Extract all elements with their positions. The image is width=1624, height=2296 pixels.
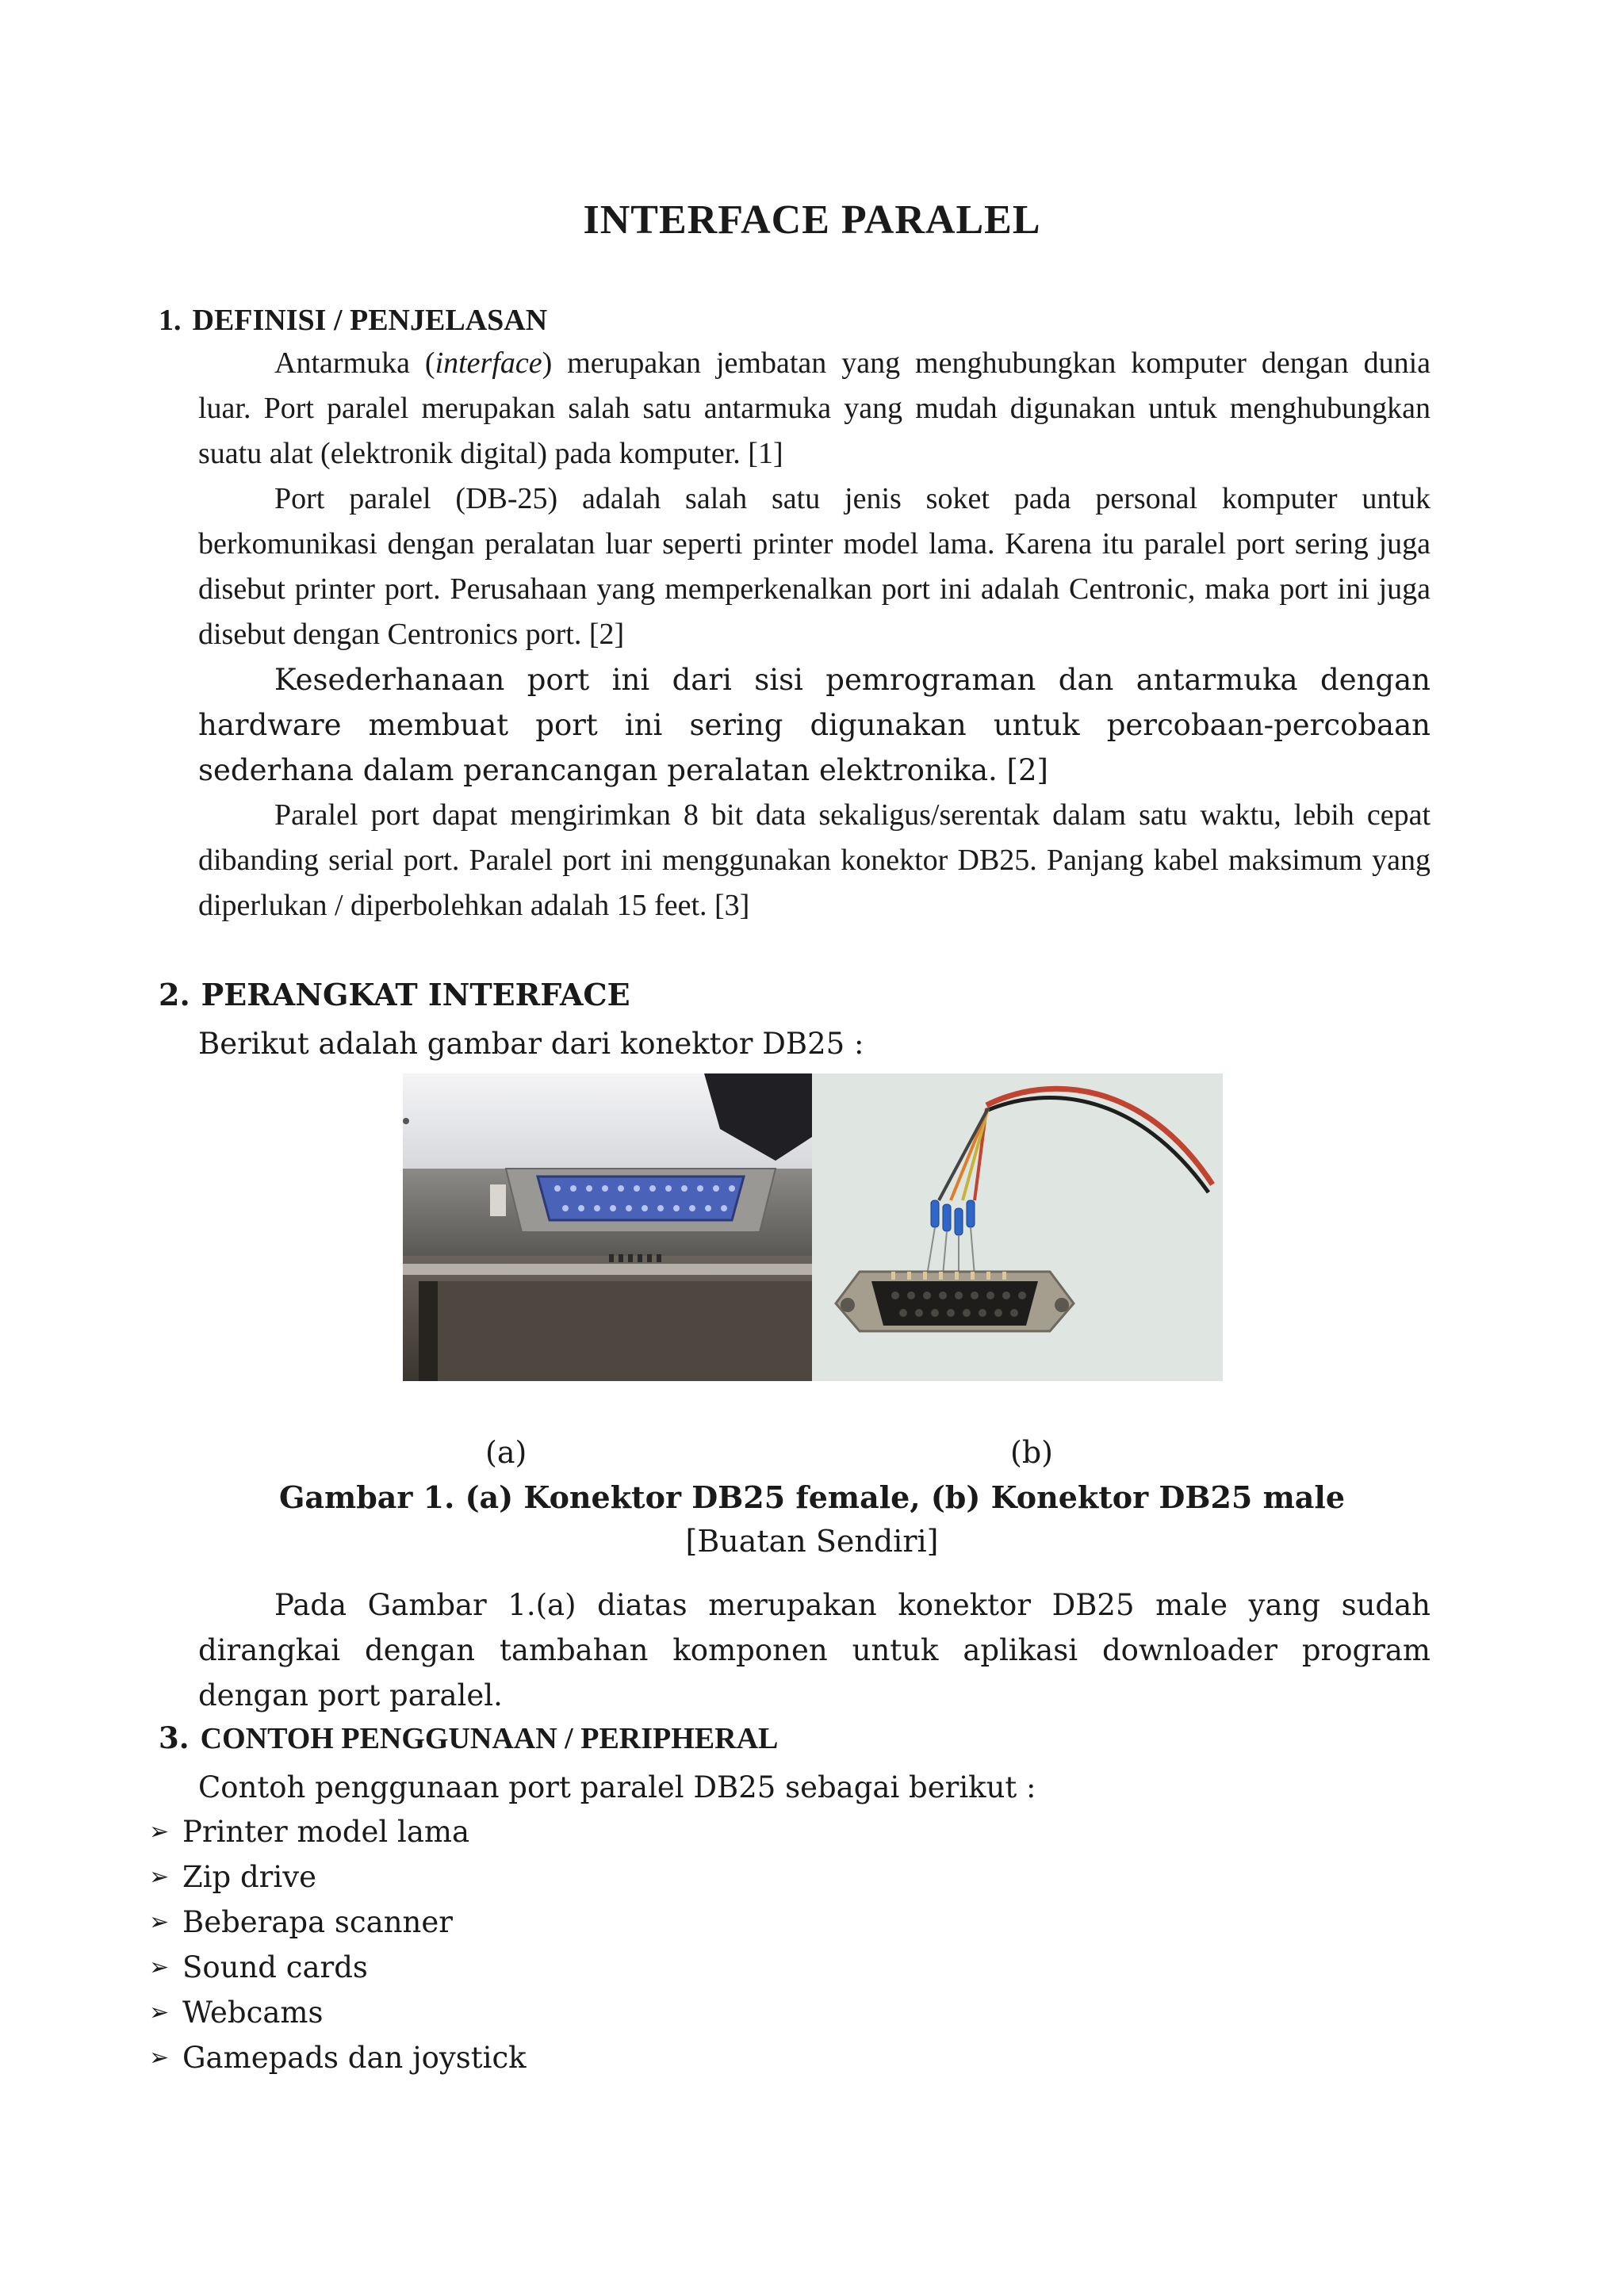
arrowhead-bullet-icon: ➢: [149, 1818, 170, 1846]
list-item-text: Beberapa scanner: [182, 1905, 453, 1939]
section-1-title: DEFINISI / PENJELASAN: [192, 304, 548, 337]
section-2-title: PERANGKAT INTERFACE: [201, 977, 630, 1012]
section-2-number: 2.: [159, 977, 190, 1012]
list-item: [149, 1809, 527, 1854]
section-1-body: [198, 341, 1431, 928]
section-3-intro-text: Contoh penggunaan port paralel DB25 sebagai berikut :: [198, 1770, 1036, 1804]
arrowhead-bullet-icon: ➢: [149, 1863, 170, 1891]
section-2-intro: [198, 1021, 1431, 1066]
list-item: [149, 1990, 527, 2035]
document-title: INTERFACE PARALEL: [583, 197, 1041, 243]
db25-female-photo: [403, 1073, 812, 1381]
section-1-paragraph-3: Kesederhanaan port ini dari sisi pemrograman dan antarmuka dengan hardware membuat port ini sering digunakan untuk percobaan-percobaan sederhana dalam perancangan peralatan elektronika. [2]: [198, 663, 1431, 787]
figure-label-a: (a): [485, 1435, 527, 1470]
p1-post: ) merupakan jembatan yang menghubungkan komputer dengan dunia luar. Port paralel merupakan salah satu antarmuka yang mudah digunakan untuk menghubungkan suatu alat (elektronik digital) pada komputer. [1]: [198, 346, 1431, 470]
section-2-paragraph: Pada Gambar 1.(a) diatas merupakan konektor DB25 male yang sudah dirangkai dengan tambahan komponen untuk aplikasi downloader program dengan port paralel.: [198, 1588, 1431, 1712]
list-item-text: Gamepads dan joystick: [182, 2041, 527, 2075]
section-2-heading: [159, 977, 630, 1012]
list-item: [149, 1854, 527, 1900]
figure-1: [403, 1073, 1223, 1381]
arrowhead-bullet-icon: ➢: [149, 1999, 170, 2026]
section-2-intro-text: Berikut adalah gambar dari konektor DB25 :: [198, 1027, 864, 1061]
section-3-number: 3.: [159, 1720, 190, 1755]
list-item-text: Zip drive: [182, 1860, 316, 1894]
list-item-text: Sound cards: [182, 1950, 368, 1984]
section-3-intro: [198, 1765, 1431, 1810]
arrowhead-bullet-icon: ➢: [149, 1954, 170, 1981]
arrowhead-bullet-icon: ➢: [149, 2044, 170, 2072]
list-item: [149, 1900, 527, 1945]
section-1-paragraph-4: Paralel port dapat mengirimkan 8 bit data sekaligus/serentak dalam satu waktu, lebih cepat dibanding serial port. Paralel port ini menggunakan konektor DB25. Panjang kabel maksimum yang diperlukan / diperbolehkan adalah 15 feet. [3]: [198, 798, 1431, 922]
list-item: [149, 2035, 527, 2080]
section-3-heading: [159, 1720, 778, 1756]
figure-caption: Gambar 1. (a) Konektor DB25 female, (b) Konektor DB25 male: [278, 1479, 1346, 1515]
figure-source: [Buatan Sendiri]: [685, 1524, 939, 1559]
peripheral-list: [149, 1809, 527, 2080]
section-1-heading: [159, 303, 547, 338]
section-3-title: CONTOH PENGGUNAAN / PERIPHERAL: [200, 1722, 779, 1755]
section-1-paragraph-1: [198, 341, 1431, 476]
section-2-body: [198, 1582, 1431, 1718]
figure-label-b: (b): [1010, 1435, 1053, 1470]
list-item-text: Printer model lama: [182, 1815, 470, 1849]
section-1-paragraph-2: Port paralel (DB-25) adalah salah satu jenis soket pada personal komputer untuk berkomunikasi dengan peralatan luar seperti printer model lama. Karena itu paralel port sering juga disebut printer port. Perusahaan yang memperkenalkan port ini adalah Centronic, maka port ini juga disebut dengan Centronics port. [2]: [198, 482, 1431, 651]
db25-male-photo: [812, 1073, 1223, 1381]
p1-interface-term: interface: [435, 346, 542, 380]
p1-pre: Antarmuka (: [274, 346, 435, 380]
section-1-number: 1.: [159, 304, 182, 337]
arrowhead-bullet-icon: ➢: [149, 1908, 170, 1936]
list-item: [149, 1945, 527, 1990]
list-item-text: Webcams: [182, 1996, 324, 2030]
